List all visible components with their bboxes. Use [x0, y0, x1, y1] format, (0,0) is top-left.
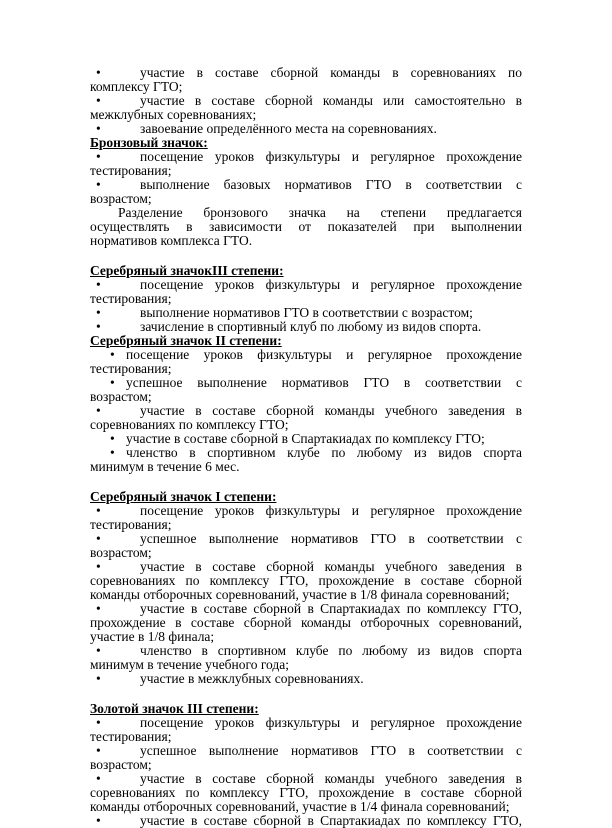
list-item-continuation: возрастом;: [90, 191, 152, 206]
list-item-text: членство в спортивном клубе по любому из видов спорта: [140, 643, 522, 658]
list-item: • участие в составе сборной команды в соревнованиях по комплексу ГТО;: [90, 65, 522, 94]
list-item-continuation: тестирования;: [90, 517, 172, 532]
list-item: • участие в составе сборной команды учебного заведения в соревнованиях по комплексу ГТО, прохождение в составе сборной команды отборочных соревнований, участие в 1/4 финала соревнований;: [90, 771, 522, 814]
list-item-text: завоевание определённого места на соревнованиях.: [140, 121, 437, 136]
section-heading-silver-3: Серебряный значокIII степени:: [90, 263, 284, 278]
list-item: • участие в составе сборной в Спартакиадах по комплексу ГТО;: [110, 431, 485, 446]
list-item-text: участие в составе сборной в Спартакиадах по комплексу ГТО,: [140, 601, 522, 616]
list-item-text: участие в составе сборной команды учебного заведения в: [140, 771, 522, 786]
list-item: • участие в межклубных соревнованиях.: [96, 671, 364, 686]
section-heading-silver-2: Серебряный значок II степени:: [90, 333, 282, 348]
list-item-continuation: возрастом;: [90, 545, 152, 560]
list-item-text: посещение уроков физкультуры и регулярное прохождение: [140, 277, 522, 292]
list-item: • посещение уроков физкультуры и регулярное прохождение тестирования;: [90, 149, 522, 178]
list-item-continuation: тестирования;: [90, 361, 172, 376]
list-item-text: успешное выполнение нормативов ГТО в соответствии с: [140, 743, 522, 758]
list-item-continuation: участие в 1/8 финала;: [90, 629, 215, 644]
list-item-text: успешное выполнение нормативов ГТО в соответствии с: [140, 531, 522, 546]
list-item: • выполнение нормативов ГТО в соответствии с возрастом;: [96, 305, 473, 320]
list-item: • участие в составе сборной команды или самостоятельно в межклубных соревнованиях;: [90, 93, 522, 122]
section-heading-bronze: Бронзовый значок:: [90, 135, 208, 150]
section-heading-silver-1: Серебряный значок I степени:: [90, 489, 277, 504]
list-item-continuation: комплексу ГТО;: [90, 79, 183, 94]
list-item: • посещение уроков физкультуры и регулярное прохождение тестирования;: [90, 277, 522, 306]
list-item: • успешное выполнение нормативов ГТО в соответствии с возрастом;: [90, 743, 522, 772]
list-item: • посещение уроков физкультуры и регулярное прохождение тестирования;: [90, 503, 522, 532]
list-item-text: посещение уроков физкультуры и регулярное прохождение: [140, 149, 522, 164]
list-item: • членство в спортивном клубе по любому из видов спорта минимум в течение 6 мес.: [90, 445, 522, 474]
list-item-text: зачисление в спортивный клуб по любому из видов спорта.: [140, 319, 482, 334]
list-item-text: участие в составе сборной команды учебного заведения в: [140, 559, 522, 574]
document-content: [90, 66, 522, 828]
list-item-continuation: минимум в течение учебного года;: [90, 657, 290, 672]
list-item: • зачисление в спортивный клуб по любому из видов спорта.: [96, 319, 482, 334]
list-item: • членство в спортивном клубе по любому из видов спорта минимум в течение учебного года;: [90, 643, 522, 672]
list-item-continuation: тестирования;: [90, 729, 172, 744]
list-item-text: успешное выполнение нормативов ГТО в соответствии с: [126, 375, 522, 390]
list-item-text: членство в спортивном клубе по любому из видов спорта: [126, 445, 522, 460]
list-item-text: участие в составе сборной команды учебного заведения в: [140, 403, 522, 418]
list-item-text: посещение уроков физкультуры и регулярное прохождение: [140, 503, 522, 518]
list-item: • выполнение базовых нормативов ГТО в соответствии с возрастом;: [90, 177, 522, 206]
list-item-text: участие в составе сборной команды или самостоятельно в: [140, 93, 522, 108]
list-item-continuation: тестирования;: [90, 163, 172, 178]
list-item: • успешное выполнение нормативов ГТО в соответствии с возрастом;: [90, 375, 522, 404]
list-item: • участие в составе сборной команды учебного заведения в соревнованиях по комплексу ГТО;: [90, 403, 522, 432]
list-item-continuation: возрастом;: [90, 389, 152, 404]
list-item-continuation: минимум в течение 6 мес.: [90, 459, 240, 474]
list-item-continuation: команды отборочных соревнований, участие в 1/4 финала соревнований;: [90, 799, 510, 814]
list-item-continuation: прохождение в составе сборной команды отборочных соревнований,: [90, 615, 522, 630]
list-item: • участие в составе сборной команды учебного заведения в соревнованиях по комплексу ГТО, прохождение в составе сборной команды отборочных соревнований, участие в 1/8 финала соревнований;: [90, 559, 522, 602]
list-item: • посещение уроков физкультуры и регулярное прохождение тестирования;: [90, 347, 522, 376]
list-item-continuation: соревнованиях по комплексу ГТО, прохождение в составе сборной: [90, 573, 522, 588]
list-item-continuation: соревнованиях по комплексу ГТО, прохождение в составе сборной: [90, 785, 522, 800]
list-item-text: участие в составе сборной в Спартакиадах по комплексу ГТО;: [126, 431, 485, 446]
list-item-continuation: тестирования;: [90, 291, 172, 306]
list-item-text: участие в составе сборной команды в соревнованиях по: [140, 65, 522, 80]
list-item-text: выполнение базовых нормативов ГТО в соответствии с: [140, 177, 522, 192]
list-item-continuation: команды отборочных соревнований, участие в 1/8 финала соревнований;: [90, 587, 510, 602]
list-item-text: посещение уроков физкультуры и регулярное прохождение: [140, 715, 522, 730]
list-item: • участие в составе сборной в Спартакиадах по комплексу ГТО,: [96, 813, 522, 828]
section-heading-gold-3: Золотой значок III степени:: [90, 701, 259, 716]
list-item-text: посещение уроков физкультуры и регулярное прохождение: [126, 347, 522, 362]
list-item: • завоевание определённого места на соревнованиях.: [96, 121, 437, 136]
list-item-text: выполнение нормативов ГТО в соответствии с возрастом;: [140, 305, 473, 320]
list-item-continuation: соревнованиях по комплексу ГТО;: [90, 417, 289, 432]
list-item-continuation: межклубных соревнованиях;: [90, 107, 257, 122]
list-item: • посещение уроков физкультуры и регулярное прохождение тестирования;: [90, 715, 522, 744]
list-item-continuation: возрастом;: [90, 757, 152, 772]
list-item: • участие в составе сборной в Спартакиадах по комплексу ГТО, прохождение в составе сборной команды отборочных соревнований, участие в 1/8 финала;: [90, 601, 522, 644]
list-item-text: участие в межклубных соревнованиях.: [140, 671, 364, 686]
list-item: • успешное выполнение нормативов ГТО в соответствии с возрастом;: [90, 531, 522, 560]
paragraph-bronze-note: Разделение бронзового значка на степени предлагается осуществлять в зависимости от показателей при выполнении нормативов комплекса ГТО.: [90, 205, 522, 248]
list-item-text: участие в составе сборной в Спартакиадах по комплексу ГТО,: [140, 813, 522, 828]
